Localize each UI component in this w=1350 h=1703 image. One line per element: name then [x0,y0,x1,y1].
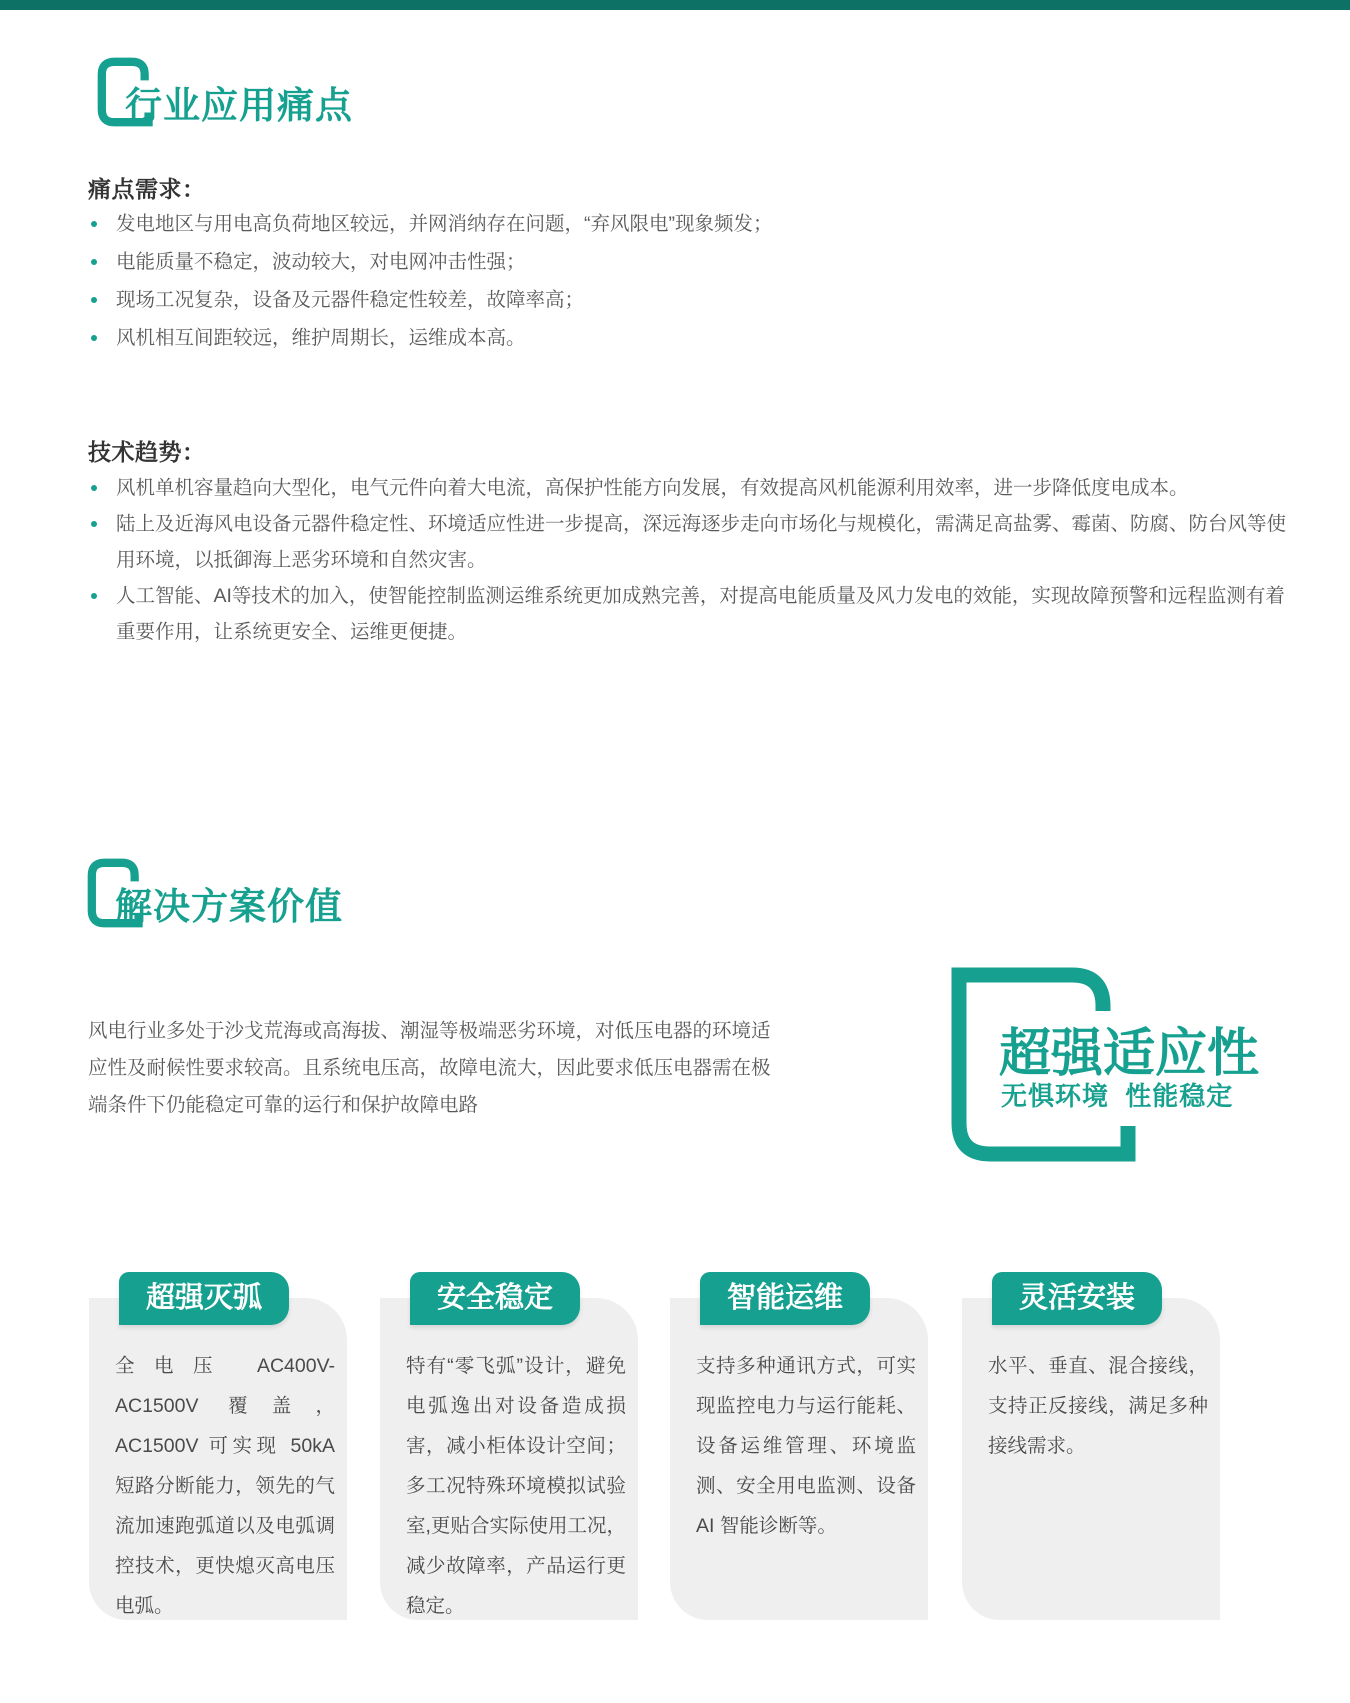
value-card-flexible-install [962,1272,1220,1620]
trend-bullet-list [88,470,1288,650]
bullet-text: 人工智能、AI等技术的加入，使智能控制监测运维系统更加成熟完善，对提高电能质量及风力发电的效能，实现故障预警和远程监测有着重要作用，让系统更安全、运维更便捷。 [116,585,1285,643]
bullet-dot-icon [91,521,97,527]
list-item [88,578,1288,650]
card-panel [89,1298,347,1620]
value-card-smart-ops [670,1272,928,1620]
card-body-text: 支持多种通讯方式，可实现监控电力与运行能耗、设备运维管理、环境监测、安全用电监测、设备 AI 智能诊断等。 [696,1355,916,1537]
card-body-text: 水平、垂直、混合接线，支持正反接线，满足多种接线需求。 [988,1355,1208,1457]
bullet-text: 现场工况复杂，设备及元器件稳定性较差，故障率高； [116,289,585,311]
card-body-text: 特有“零飞弧”设计，避免电弧逸出对设备造成损害，减小柜体设计空间；多工况特殊环境模拟试验室,更贴合实际使用工况，减少故障率，产品运行更稳定。 [406,1355,626,1617]
card-body-text: 全电压 AC400V-AC1500V 覆盖，AC1500V 可实现 50kA 短路分断能力，领先的气流加速跑弧道以及电弧调控技术，更快熄灭高电压电弧。 [115,1355,335,1617]
card-badge: 智能运维 [700,1272,870,1325]
bullet-text: 风机单机容量趋向大型化，电气元件向着大电流，高保护性能方向发展，有效提高风机能源利用效率，进一步降低度电成本。 [116,477,1189,499]
card-panel [380,1298,638,1620]
feature-title: 超强适应性 [999,1025,1260,1083]
value-card-arc-extinguishing [89,1272,347,1620]
section-title-solution-value: 解决方案价值 [115,886,343,927]
card-badge: 安全稳定 [410,1272,580,1325]
list-item [88,205,773,243]
bullet-dot-icon [91,221,97,227]
bullet-text: 发电地区与用电高负荷地区较远，并网消纳存在问题，“弃风限电”现象频发； [116,213,773,235]
card-badge: 超强灭弧 [119,1272,289,1325]
list-item [88,243,773,281]
card-badge: 灵活安装 [992,1272,1162,1325]
subheading-demand: 痛点需求： [88,176,206,202]
bullet-dot-icon [91,593,97,599]
top-accent-bar [0,0,1350,10]
feature-subtitle: 无惧环境 性能稳定 [1001,1081,1234,1111]
bullet-text: 风机相互间距较远，维护周期长，运维成本高。 [116,327,526,349]
card-panel [670,1298,928,1620]
demand-bullet-list [88,205,773,357]
bullet-text: 电能质量不稳定，波动较大，对电网冲击性强； [116,251,526,273]
bullet-text: 陆上及近海风电设备元器件稳定性、环境适应性进一步提高，深远海逐步走向市场化与规模化，需满足高盐雾、霉菌、防腐、防台风等使用环境，以抵御海上恶劣环境和自然灾害。 [116,513,1287,571]
bullet-dot-icon [91,297,97,303]
list-item [88,506,1288,578]
list-item [88,319,773,357]
solution-paragraph: 风电行业多处于沙戈荒海或高海拔、潮湿等极端恶劣环境，对低压电器的环境适应性及耐候性要求较高。且系统电压高，故障电流大，因此要求低压电器需在极端条件下仍能稳定可靠的运行和保护故障电路 [88,1020,771,1116]
card-panel [962,1298,1220,1620]
value-card-safety-stability [380,1272,638,1620]
subheading-trend: 技术趋势： [88,439,206,465]
section-title-pain-points: 行业应用痛点 [125,85,353,126]
bullet-dot-icon [91,335,97,341]
list-item [88,470,1288,506]
list-item [88,281,773,319]
bullet-dot-icon [91,485,97,491]
bullet-dot-icon [91,259,97,265]
